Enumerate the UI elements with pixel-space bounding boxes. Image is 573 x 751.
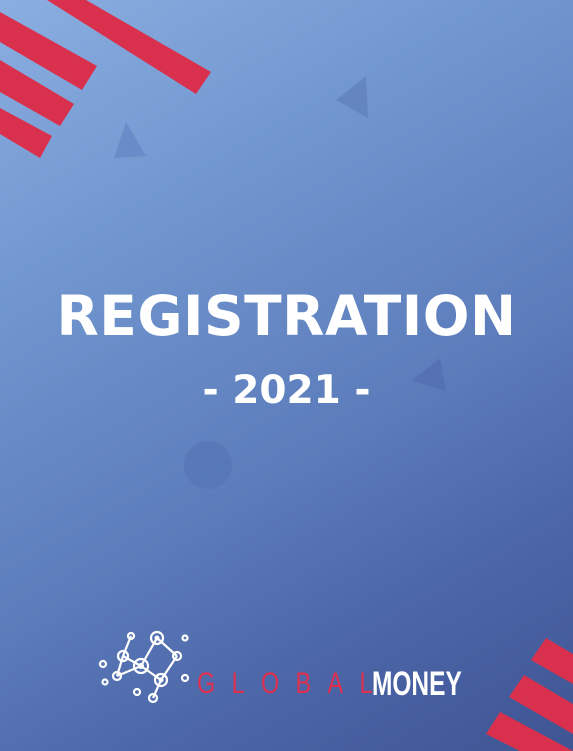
logo-word-money: MONEY bbox=[372, 664, 462, 703]
deco-triangle-1 bbox=[336, 76, 368, 118]
global-money-logo bbox=[97, 626, 497, 706]
deco-circle bbox=[184, 441, 232, 489]
cover-title: REGISTRATION bbox=[56, 284, 517, 348]
top-left-stripes bbox=[0, 0, 211, 158]
deco-triangle-2 bbox=[114, 122, 146, 158]
logo-wordmark bbox=[197, 662, 497, 706]
logo-word-global: GLOBAL bbox=[197, 667, 389, 700]
stripe-br-1 bbox=[531, 638, 573, 684]
network-nodes-icon bbox=[97, 626, 191, 706]
cover-year: - 2021 - bbox=[202, 368, 371, 413]
bottom-right-stripes bbox=[486, 638, 573, 751]
